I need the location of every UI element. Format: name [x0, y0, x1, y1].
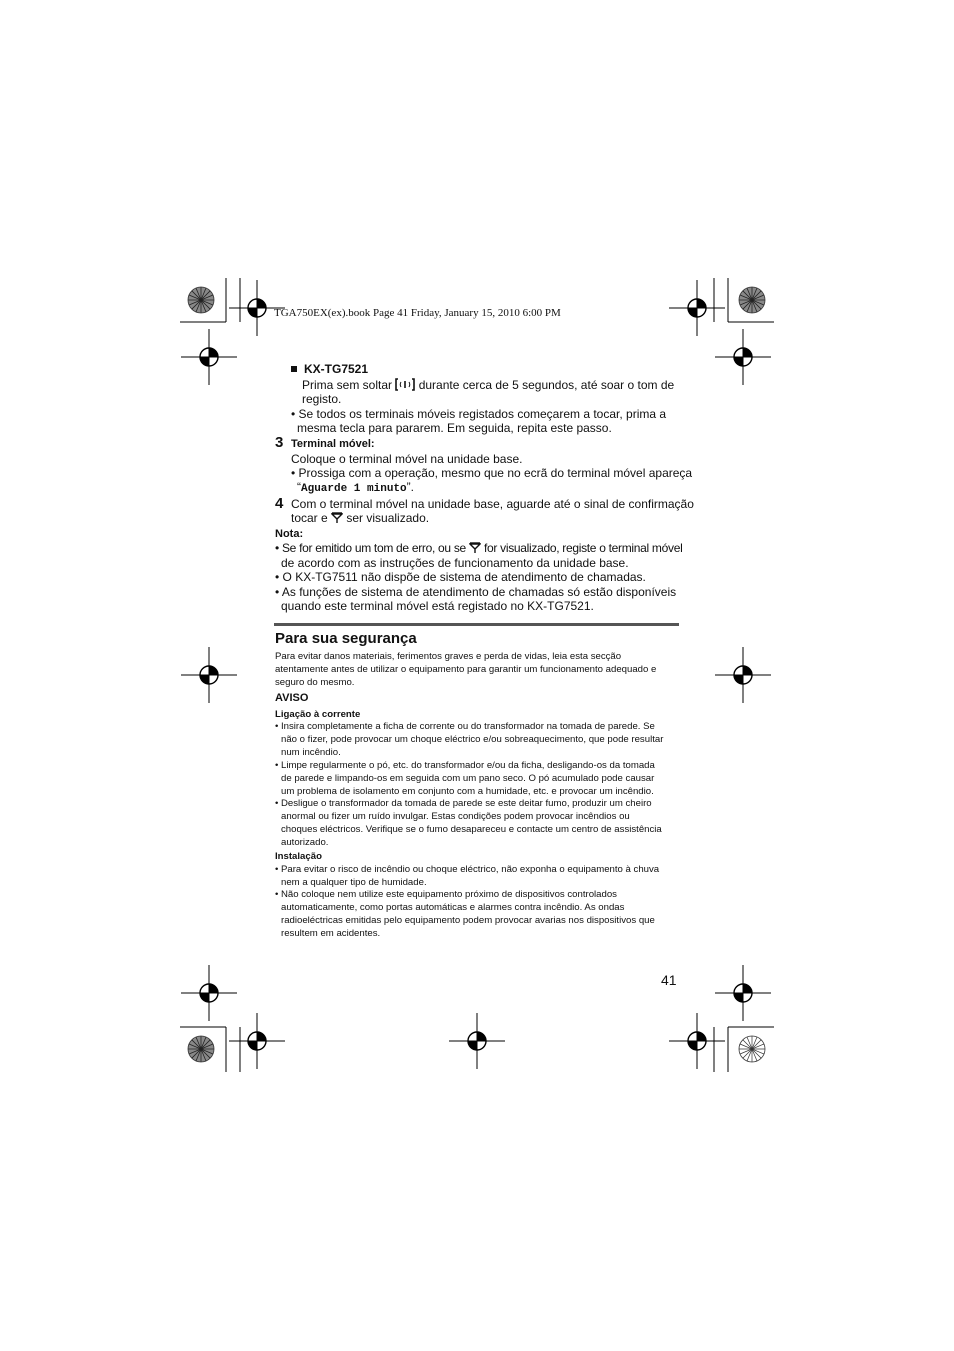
item-line: Não coloque nem utilize este equipamento próximo de dispositivos controlados — [281, 889, 617, 900]
model-text-line-1: Prima sem soltar durante cerca de 5 segundos, até soar o tom de — [302, 378, 675, 392]
install-subheading: Instalação — [275, 851, 322, 862]
safety-intro-line: Para evitar danos materiais, ferimentos graves e perda de vidas, leia esta secção — [275, 651, 622, 662]
power-subheading: Ligação à corrente — [275, 709, 361, 720]
item-line: Para evitar o risco de incêndio ou choque eléctrico, não exponha o equipamento à chuva — [281, 864, 660, 875]
paging-key-icon — [395, 378, 415, 391]
safety-intro-line: atentamente antes de utilizar o equipamento para garantir um funcionamento adequado e — [275, 663, 657, 675]
nota-bullet-1-line-1: • Se for emitido um tom de erro, ou se for visualizado, registe o terminal móvel — [275, 541, 683, 555]
item-line: Insira completamente a ficha de corrente ou do transformador na tomada de parede. Se — [281, 721, 655, 732]
item-line: nem a qualquer tipo de humidade. — [281, 876, 427, 888]
antenna-icon — [469, 542, 481, 554]
step-3-bullet-line-1: • Prossiga com a operação, mesmo que no ecrã do terminal móvel apareça — [291, 466, 693, 480]
item-line: choques eléctricos. Verifique se o fumo desapareceu e contacte um centro de assistência — [281, 823, 662, 835]
square-bullet-icon — [291, 366, 297, 372]
step-3-text: Coloque o terminal móvel na unidade base. — [291, 452, 523, 466]
power-item — [275, 721, 685, 760]
section-title: Para sua segurança — [275, 630, 417, 647]
step-4-text-line-2: tocar e ser visualizado. — [291, 511, 430, 525]
nota-bullet-1-line-2: de acordo com as instruções de funcionamento da unidade base. — [281, 556, 629, 570]
item-line: de parede e limpando-os em seguida com um pano seco. O pó acumulado pode causar — [281, 772, 655, 784]
item-line: anormal ou fizer um ruído invulgar. Estas condições podem provocar incêndios ou — [281, 810, 630, 822]
power-item — [275, 760, 685, 799]
item-line: Desligue o transformador da tomada de parede se este deitar fumo, produzir um cheiro — [281, 798, 652, 809]
install-item — [275, 864, 685, 890]
model-bullet-line-1: • Se todos os terminais móveis registados começarem a tocar, prima a — [291, 407, 667, 421]
step-3-number: 3 — [275, 434, 284, 451]
item-line: um problema de isolamento em conjunto com a humidade, etc. e provocar um incêndio. — [281, 785, 654, 797]
nota-bullet-3-line-1: • As funções de sistema de atendimento de chamadas só estão disponíveis — [275, 585, 677, 599]
file-info-header: TGA750EX(ex).book Page 41 Friday, January 15, 2010 6:00 PM — [274, 307, 561, 319]
item-line: automaticamente, como portas automáticas e alarmes contra incêndio. As ondas — [281, 901, 625, 913]
bullet-icon: • — [275, 864, 279, 875]
model-bullet-line-2: mesma tecla para pararem. Em seguida, repita este passo. — [297, 421, 612, 435]
nota-title: Nota: — [275, 528, 304, 540]
display-message: Aguarde 1 minuto — [301, 483, 407, 495]
safety-intro — [275, 651, 656, 690]
item-line: radioeléctricas emitidas pelo equipamento podem provocar avarias nos dispositivos que — [281, 914, 655, 926]
item-line: Limpe regularmente o pó, etc. do transformador e/ou da ficha, desligando-os da tomada — [281, 760, 655, 771]
step-4-text-line-1: Com o terminal móvel na unidade base, aguarde até o sinal de confirmação — [291, 497, 694, 511]
step-3-bullet-line-2: “Aguarde 1 minuto”. — [297, 480, 414, 495]
bullet-icon: • — [275, 760, 279, 771]
bullet-icon: • — [275, 889, 279, 900]
item-line: resultem em acidentes. — [281, 927, 381, 939]
aviso-heading: AVISO — [275, 692, 309, 704]
install-item — [275, 889, 685, 941]
model-text-line-2: registo. — [302, 392, 342, 406]
power-item — [275, 798, 685, 850]
section-divider — [274, 623, 679, 626]
step-4-number: 4 — [275, 495, 284, 512]
step-3-title: Terminal móvel: — [291, 438, 375, 450]
model-heading: KX-TG7521 — [291, 362, 368, 377]
nota-bullet-2: • O KX-TG7511 não dispõe de sistema de atendimento de chamadas. — [275, 570, 646, 584]
nota-bullet-3-line-2: quando este terminal móvel está registado no KX-TG7521. — [281, 599, 594, 613]
item-line: autorizado. — [281, 836, 329, 848]
item-line: num incêndio. — [281, 746, 341, 758]
safety-intro-line: seguro do mesmo. — [275, 676, 355, 688]
bullet-icon: • — [275, 721, 279, 732]
antenna-icon — [331, 512, 343, 524]
item-line: não o fizer, pode provocar um choque eléctrico e/ou sobreaquecimento, que pode resultar — [281, 733, 664, 745]
bullet-icon: • — [275, 798, 279, 809]
page-number: 41 — [661, 972, 677, 988]
